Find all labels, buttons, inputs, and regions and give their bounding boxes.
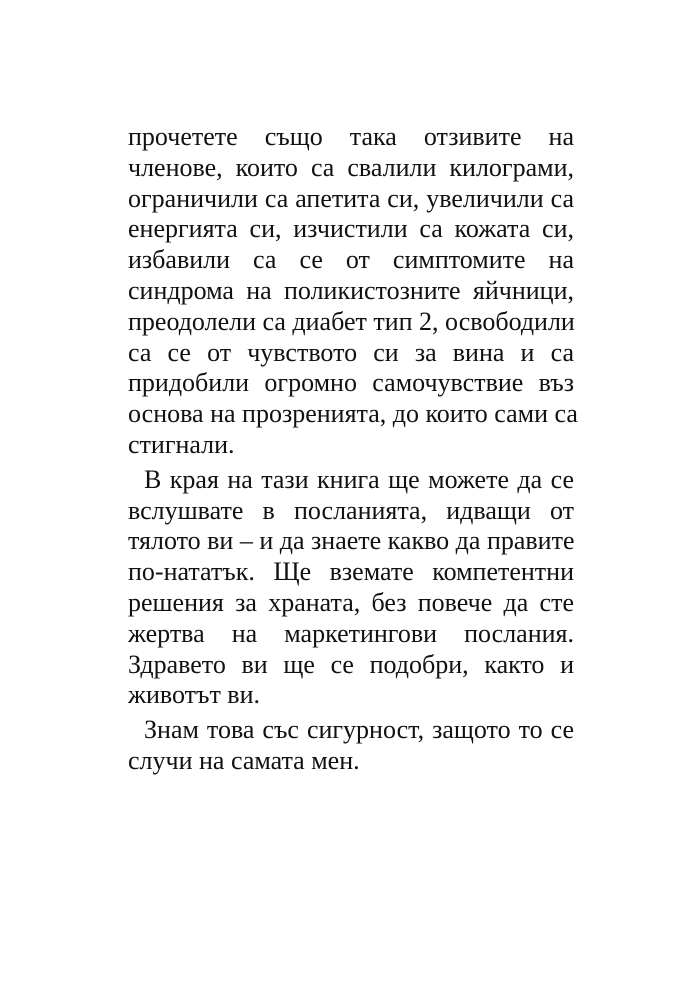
text-line: решения за храната, без повече да сте bbox=[128, 587, 574, 617]
text-line: енергията си, изчистили са кожата си, bbox=[128, 214, 574, 244]
text-line: Знам това със сигурност, защото то се bbox=[144, 715, 574, 745]
text-line: стигнали. bbox=[128, 429, 235, 459]
paragraph bbox=[128, 715, 574, 777]
text-line: избавили са се от симптомите на bbox=[128, 245, 574, 275]
text-line: преодолели са диабет тип 2, освободили bbox=[128, 306, 575, 336]
text-line: са се от чувството си за вина и са bbox=[128, 337, 574, 367]
body-text bbox=[128, 122, 578, 777]
text-line: придобили огромно самочувствие въз bbox=[128, 368, 574, 398]
text-line: тялото ви – и да знаете какво да правите bbox=[128, 526, 575, 556]
text-line: прочетете също така отзивите на bbox=[128, 122, 574, 151]
text-line: членове, които са свалили килограми, bbox=[128, 152, 574, 182]
text-line: ограничили са апетита си, увеличили са bbox=[128, 183, 574, 213]
text-line: случи на самата мен. bbox=[128, 745, 360, 775]
paragraph bbox=[128, 465, 574, 711]
text-line: жертва на маркетингови послания. bbox=[128, 618, 574, 648]
text-line: В края на тази книга ще можете да се bbox=[144, 464, 574, 494]
text-line: животът ви. bbox=[128, 680, 260, 710]
text-line: синдрома на поликистозните яйчници, bbox=[128, 275, 574, 305]
text-line: вслушвате в посланията, идващи от bbox=[128, 495, 574, 525]
paragraph bbox=[128, 122, 578, 461]
text-line: основа на прозренията, до които сами са bbox=[128, 399, 578, 429]
text-line: Здравето ви ще се подобри, както и bbox=[128, 649, 574, 679]
text-line: по-нататък. Ще вземате компетентни bbox=[128, 557, 574, 587]
